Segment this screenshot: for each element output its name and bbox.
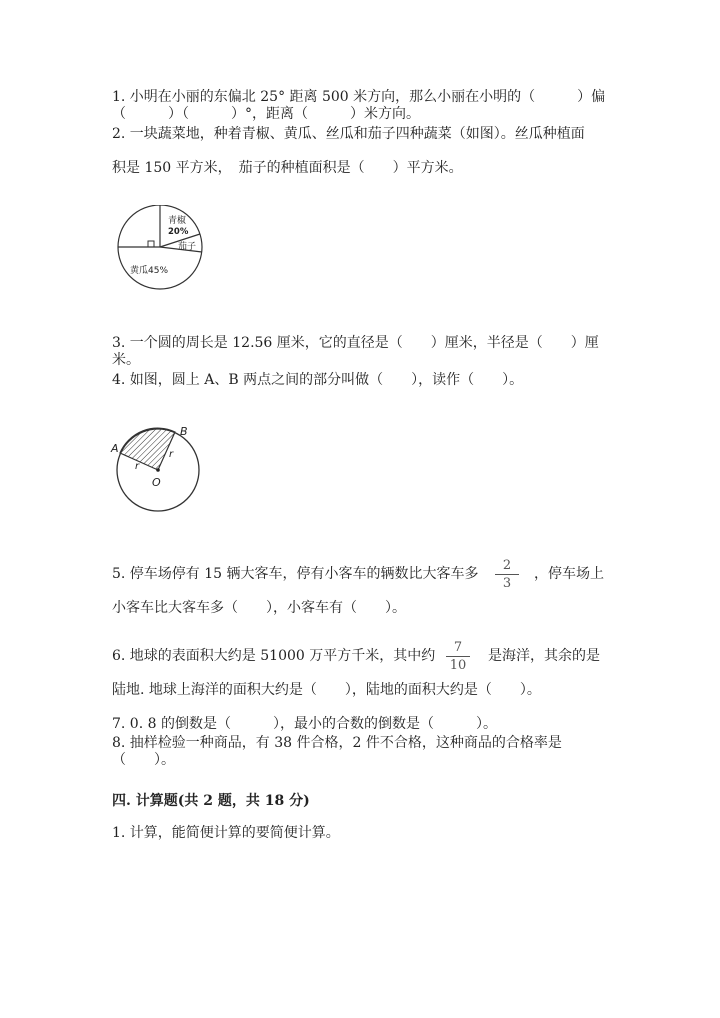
pie-label-pepper: 青椒: [168, 216, 187, 226]
q6-line1-part2: 是海洋，其余的是: [488, 648, 600, 664]
q5-fraction: [495, 558, 519, 591]
q6-line1-part1: 6. 地球的表面积大约是 51000 万平方千米，其中约: [112, 648, 436, 664]
q1-line2: （ ）（ ）°，距离（ ）米方向。: [112, 106, 420, 122]
center-point: [156, 468, 160, 472]
q5-line2: 小客车比大客车多（ ），小客车有（ ）。: [112, 600, 406, 616]
q7-line1: 7. 0. 8 的倒数是（ ），最小的合数的倒数是（ ）。: [112, 716, 497, 732]
label-r-right: r: [169, 449, 174, 460]
q5-fraction-denominator: 3: [502, 576, 512, 591]
shaded-sector: [120, 428, 175, 470]
q5-line1-part2: ，停车场上: [534, 566, 604, 582]
pie-label-cucumber: 黄瓜45%: [130, 266, 169, 276]
q2-line1: 2. 一块蔬菜地，种着青椒、黄瓜、丝瓜和茄子四种蔬菜（如图）。丝瓜种植面: [112, 126, 585, 142]
pie-label-pepper-pct: 20%: [168, 227, 189, 237]
q2-line2: 积是 150 平方米， 茄子的种植面积是（ ）平方米。: [112, 160, 463, 176]
q6-fraction-bar: [446, 656, 470, 657]
q8-line2: （ ）。: [112, 752, 175, 768]
q6-fraction: [446, 640, 470, 673]
q5-fraction-numerator: 2: [502, 558, 512, 573]
q5-fraction-bar: [495, 574, 519, 575]
q4-line1: 4. 如图，圆上 A、B 两点之间的部分叫做（ ），读作（ ）。: [112, 372, 524, 388]
pie-label-eggplant: 茄子: [178, 242, 197, 252]
q5-line1-part1: 5. 停车场停有 15 辆大客车，停有小客车的辆数比大客车多: [112, 566, 479, 582]
label-o: O: [152, 476, 161, 489]
label-a: A: [111, 442, 119, 455]
s4-q1-line1: 1. 计算，能简便计算的要简便计算。: [112, 825, 340, 841]
q3-line2: 米。: [112, 352, 140, 368]
vegetable-pie-chart: [108, 205, 216, 295]
q6-fraction-numerator: 7: [453, 640, 463, 655]
label-b: B: [180, 425, 188, 438]
q1-line1: 1. 小明在小丽的东偏北 25° 距离 500 米方向，那么小丽在小明的（ ）偏: [112, 89, 606, 105]
q3-line1: 3. 一个圆的周长是 12.56 厘米，它的直径是（ ）厘米，半径是（ ）厘: [112, 335, 599, 351]
label-r-left: r: [135, 461, 140, 472]
q6-line2: 陆地. 地球上海洋的面积大约是（ ），陆地的面积大约是（ ）。: [112, 682, 541, 698]
arc-circle-figure: [108, 420, 208, 520]
q6-fraction-denominator: 10: [449, 658, 467, 673]
section-4-title: 四. 计算题(共 2 题，共 18 分): [112, 793, 310, 809]
q8-line1: 8. 抽样检验一种商品，有 38 件合格，2 件不合格，这种商品的合格率是: [112, 735, 562, 751]
